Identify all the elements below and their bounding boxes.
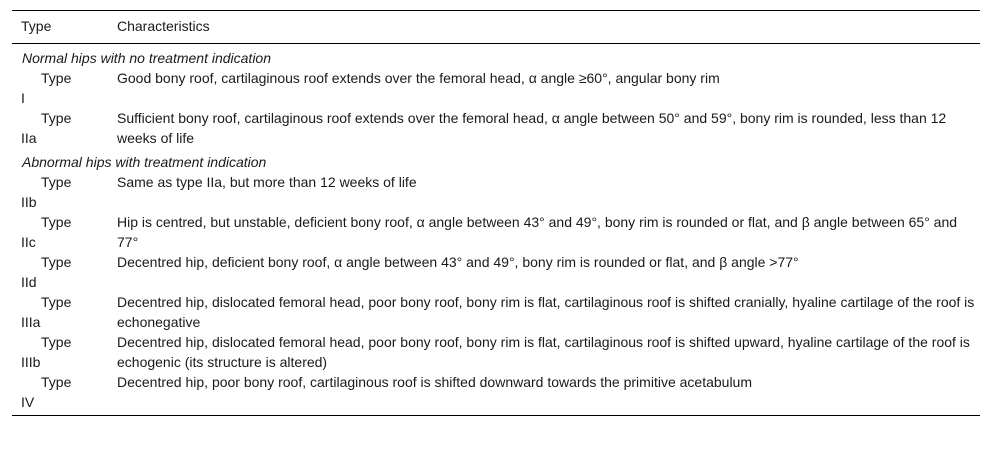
characteristics-cell: Decentred hip, dislocated femoral head, poor bony roof, bony rim is flat, cartilaginous roof is shifted upward, hyaline cartilage of the roof is echogenic (its structure is altered) <box>117 334 970 370</box>
table-row <box>12 372 980 416</box>
type-word: Type <box>41 110 72 126</box>
type-word: Type <box>41 374 72 390</box>
type-cell <box>12 332 108 372</box>
header-characteristics: Characteristics <box>117 18 210 34</box>
group-row-abnormal <box>12 148 980 172</box>
type-word: Type <box>41 214 72 230</box>
header-type: Type <box>21 18 52 34</box>
type-number: IIc <box>21 234 36 250</box>
type-word: Type <box>41 254 72 270</box>
type-cell <box>12 108 108 148</box>
type-number: I <box>21 90 25 106</box>
hip-classification-table-container <box>12 10 980 416</box>
table-row <box>12 172 980 212</box>
characteristics-cell: Sufficient bony roof, cartilaginous roof extends over the femoral head, α angle between 50° and 59°, bony rim is rounded, less than 12 weeks of life <box>117 110 947 146</box>
header-row <box>12 11 980 44</box>
characteristics-cell: Decentred hip, deficient bony roof, α angle between 43° and 49°, bony rim is rounded or flat, and β angle >77° <box>117 254 799 270</box>
table-row <box>12 292 980 332</box>
type-number: IIIb <box>21 354 41 370</box>
table-row <box>12 108 980 148</box>
characteristics-cell: Hip is centred, but unstable, deficient bony roof, α angle between 43° and 49°, bony rim is rounded or flat, and β angle between 65° and 77° <box>117 214 958 250</box>
type-cell <box>12 292 108 332</box>
table-row <box>12 212 980 252</box>
group-label-normal: Normal hips with no treatment indication <box>22 50 272 66</box>
type-number: IIIa <box>21 314 41 330</box>
type-word: Type <box>41 174 72 190</box>
characteristics-cell: Decentred hip, dislocated femoral head, poor bony roof, bony rim is flat, cartilaginous roof is shifted cranially, hyaline cartilage of the roof is echonegative <box>117 294 975 330</box>
table-body <box>12 44 980 416</box>
type-cell <box>12 212 108 252</box>
hip-classification-table <box>12 10 980 416</box>
characteristics-cell: Decentred hip, poor bony roof, cartilaginous roof is shifted downward towards the primitive acetabulum <box>117 374 752 390</box>
type-number: IIb <box>21 194 37 210</box>
table-header <box>12 11 980 44</box>
characteristics-cell: Same as type IIa, but more than 12 weeks of life <box>117 174 417 190</box>
type-number: IV <box>21 394 35 410</box>
group-label-abnormal: Abnormal hips with treatment indication <box>22 154 267 170</box>
type-cell <box>12 68 108 108</box>
type-number: IIa <box>21 130 37 146</box>
type-word: Type <box>41 294 72 310</box>
type-cell <box>12 372 108 416</box>
type-number: IId <box>21 274 37 290</box>
table-row <box>12 68 980 108</box>
characteristics-cell: Good bony roof, cartilaginous roof extends over the femoral head, α angle ≥60°, angular bony rim <box>117 70 720 86</box>
type-word: Type <box>41 334 72 350</box>
table-row <box>12 332 980 372</box>
group-row-normal <box>12 44 980 69</box>
type-word: Type <box>41 70 72 86</box>
type-cell <box>12 252 108 292</box>
type-cell <box>12 172 108 212</box>
table-row <box>12 252 980 292</box>
